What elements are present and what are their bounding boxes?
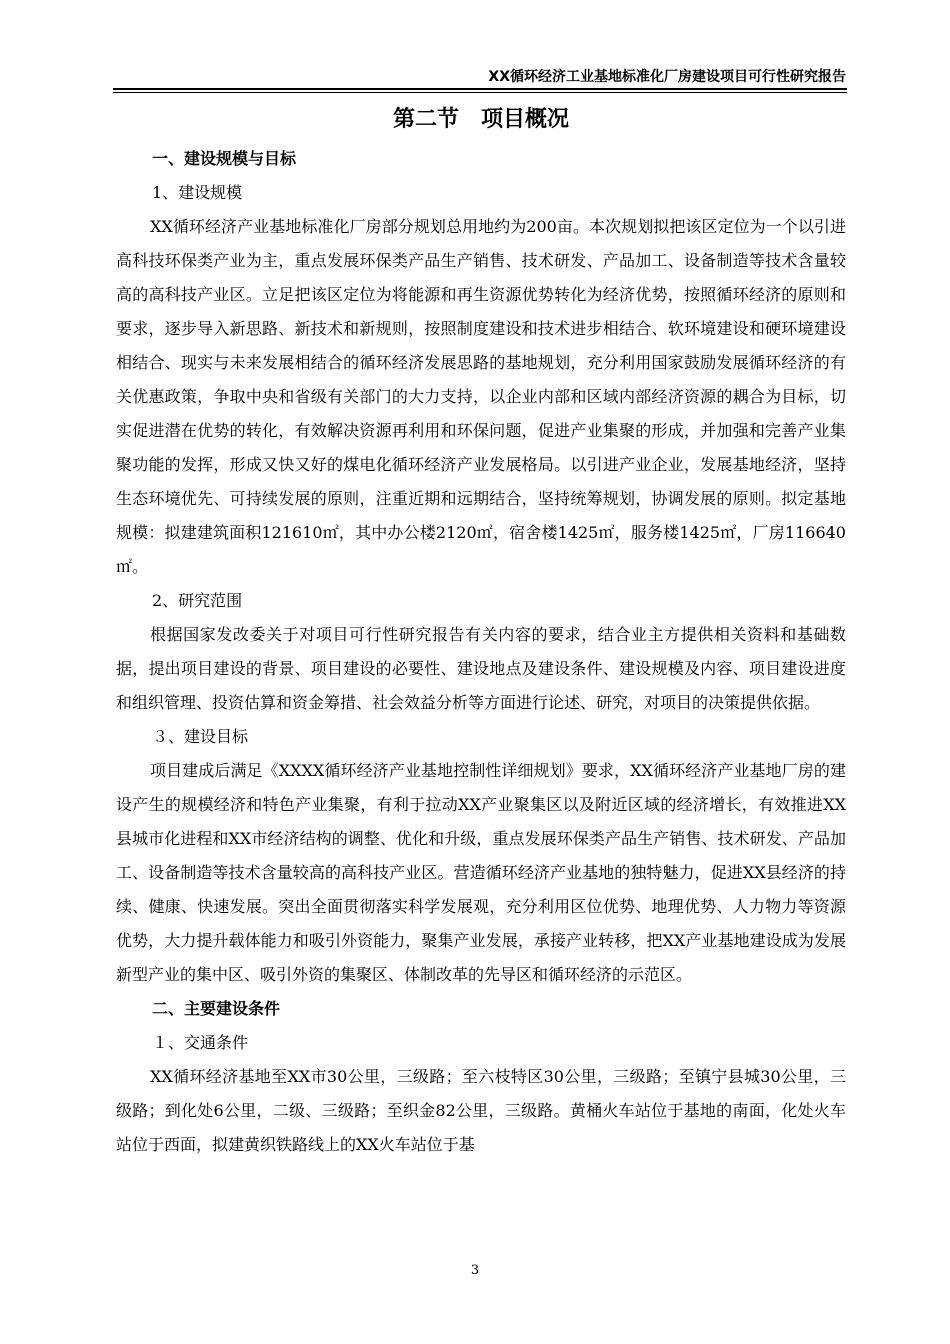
paragraph-construction-goals: 项目建成后满足《XXXX循环经济产业基地控制性详细规划》要求，XX循环经济产业基地厂房的建设产生的规模经济和特色产业集聚，有利于拉动XX产业聚集区以及附近区域的经济增长，有效推进XX县城市化进程和XX市经济结构的调整、优化和升级，重点发展环保类产品生产销售、技术研发、产品加工、设备制造等技术含量较高的高科技产业区。营造循环经济产业基地的独特魅力，促进XX县经济的持续、健康、快速发展。突出全面贯彻落实科学发展观，充分利用区位优势、地理优势、人力物力等资源优势，大力提升载体能力和吸引外资能力，聚集产业发展，承接产业转移，把XX产业基地建设成为发展新型产业的集中区、吸引外资的集聚区、体制改革的先导区和循环经济的示范区。 — [116, 761, 846, 984]
document-body — [116, 104, 846, 1162]
subheading-research-scope: 2、研究范围 — [152, 591, 243, 610]
subheading-transport-conditions: １、交通条件 — [152, 1033, 249, 1052]
paragraph-research-scope: 根据国家发改委关于对项目可行性研究报告有关内容的要求，结合业主方提供相关资料和基础数据，提出项目建设的背景、项目建设的必要性、建设地点及建设条件、建设规模及内容、项目建设进度和组织管理、投资估算和资金筹措、社会效益分析等方面进行论述、研究，对项目的决策提供依据。 — [116, 625, 846, 712]
paragraph-transport-conditions: XX循环经济基地至XX市30公里，三级路；至六枝特区30公里，三级路；至镇宁县城30公里，三级路；到化处6公里，二级、三级路；至织金82公里，三级路。黄桶火车站位于基地的南面，化处火车站位于西面，拟建黄织铁路线上的XX火车站位于基 — [116, 1067, 846, 1154]
heading-construction-scale-and-goals: 一、建设规模与目标 — [152, 149, 297, 168]
header-rule — [113, 88, 847, 90]
section-title: 第二节 项目概况 — [392, 107, 569, 132]
header-rule-thin — [113, 92, 847, 93]
page-number: 3 — [470, 1263, 480, 1278]
heading-main-construction-conditions: 二、主要建设条件 — [152, 999, 281, 1018]
subheading-construction-scale: 1、建设规模 — [152, 183, 243, 202]
subheading-construction-goals: ３、建设目标 — [152, 727, 249, 746]
paragraph-construction-scale: XX循环经济产业基地标准化厂房部分规划总用地约为200亩。本次规划拟把该区定位为一个以引进高科技环保类产业为主，重点发展环保类产品生产销售、技术研发、产品加工、设备制造等技术含量较高的高科技产业区。立足把该区定位为将能源和再生资源优势转化为经济优势，按照循环经济的原则和要求，逐步导入新思路、新技术和新规则，按照制度建设和技术进步相结合、软环境建设和硬环境建设相结合、现实与未来发展相结合的循环经济发展思路的基地规划，充分利用国家鼓励发展循环经济的有关优惠政策，争取中央和省级有关部门的大力支持，以企业内部和区域内部经济资源的耦合为目标，切实促进潜在优势的转化，有效解决资源再利用和环保问题，促进产业集聚的形成，并加强和完善产业集聚功能的发挥，形成又快又好的煤电化循环经济产业发展格局。以引进产业企业，发展基地经济，坚持生态环境优先、可持续发展的原则，注重近期和远期结合，坚持统筹规划，协调发展的原则。拟定基地规模：拟建建筑面积121610㎡，其中办公楼2120㎡，宿舍楼1425㎡，服务楼1425㎡，厂房116640㎡。 — [116, 217, 846, 576]
running-header-title: XX循环经济工业基地标准化厂房建设项目可行性研究报告 — [488, 69, 846, 85]
